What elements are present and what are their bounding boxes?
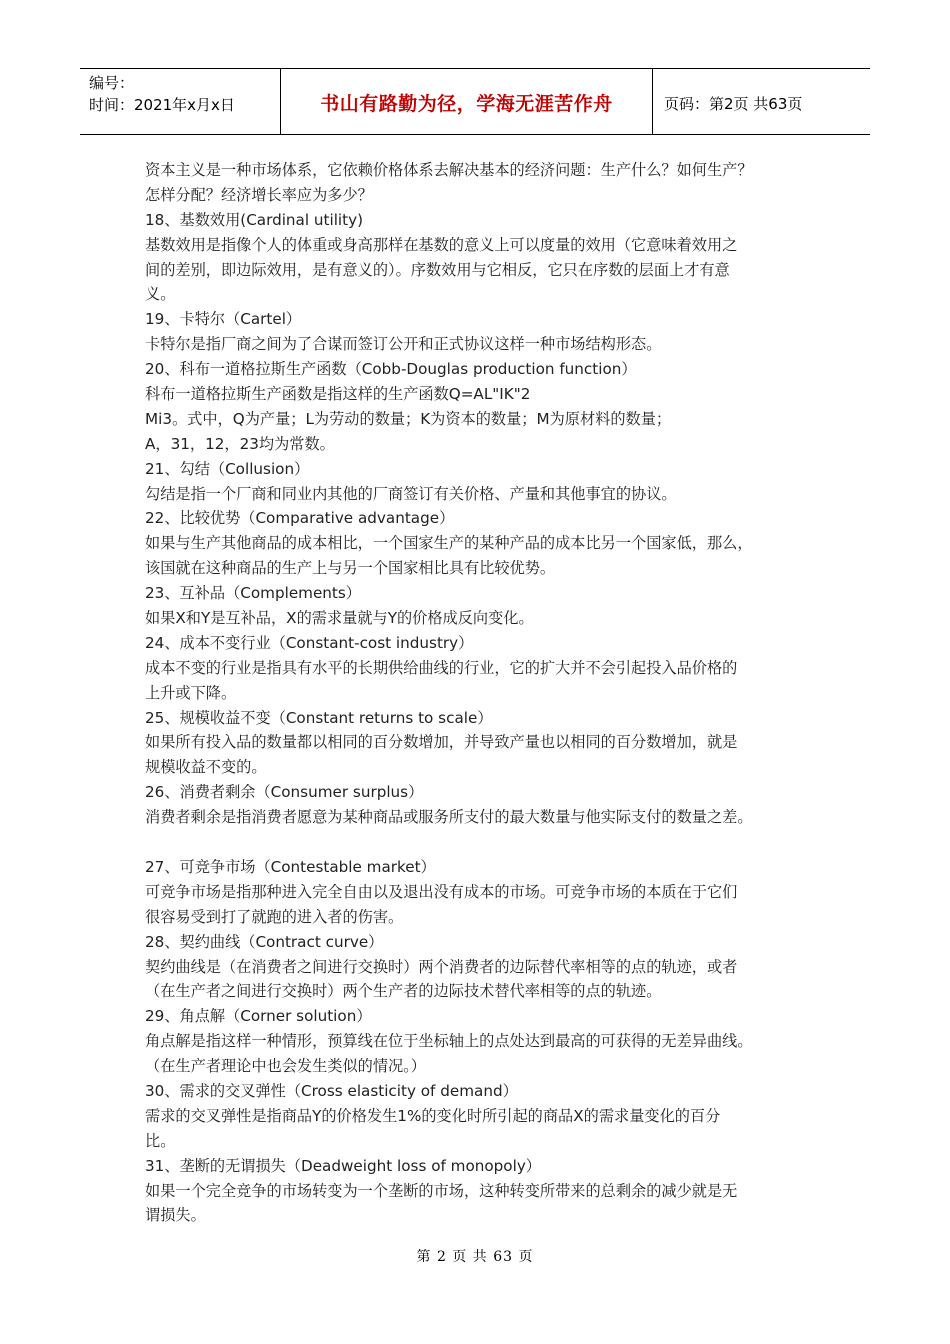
text-line: 29、角点解（Corner solution）	[145, 1007, 372, 1026]
text-line: 卡特尔是指厂商之间为了合谋而签订公开和正式协议这样一种市场结构形态。	[145, 335, 662, 354]
text-line: 22、比较优势（Comparative advantage）	[145, 509, 455, 528]
text-line: 规模收益不变的。	[145, 758, 267, 777]
text-line: 26、消费者剩余（Consumer surplus）	[145, 783, 424, 802]
text-line: 如果所有投入品的数量都以相同的百分数增加，并导致产量也以相同的百分数增加，就是	[145, 733, 738, 752]
text-line: 27、可竞争市场（Contestable market）	[145, 857, 436, 876]
text-line: 该国就在这种商品的生产上与另一个国家相比具有比较优势。	[145, 559, 556, 578]
text-line: 消费者剩余是指消费者愿意为某种商品或服务所支付的最大数量与他实际支付的数量之差。	[145, 808, 753, 827]
text-line: （在生产者理论中也会发生类似的情况。）	[145, 1057, 426, 1076]
text-line: 成本不变的行业是指具有水平的长期供给曲线的行业，它的扩大并不会引起投入品价格的	[145, 658, 738, 677]
header-page-cell	[653, 69, 870, 134]
text-line: 怎样分配？经济增长率应为多少？	[145, 185, 373, 204]
text-line: 勾结是指一个厂商和同业内其他的厂商签订有关价格、产量和其他事宜的协议。	[145, 484, 677, 503]
text-line: 30、需求的交叉弹性（Cross elasticity of demand）	[145, 1081, 518, 1100]
text-line: （在生产者之间进行交换时）两个生产者的边际技术替代率相等的点的轨迹。	[145, 982, 662, 1001]
text-line: 需求的交叉弹性是指商品Y的价格发生1%的变化时所引起的商品X的需求量变化的百分	[145, 1106, 721, 1125]
text-line: 如果X和Y是互补品，X的需求量就与Y的价格成反向变化。	[145, 609, 534, 628]
text-line: 义。	[145, 285, 176, 304]
header-motto-cell	[281, 69, 653, 134]
document-date: 时间：2021年x月x日	[89, 96, 235, 114]
text-line: 31、垄断的无谓损失（Deadweight loss of monopoly）	[145, 1156, 541, 1175]
document-body	[145, 158, 815, 1228]
text-line: 比。	[145, 1131, 176, 1150]
header-motto: 书山有路勤为径，学海无涯苦作舟	[320, 93, 613, 115]
text-line: 24、成本不变行业（Constant-cost industry）	[145, 633, 474, 652]
text-line: 科布一道格拉斯生产函数是指这样的生产函数Q=AL"IK"2	[145, 385, 531, 404]
text-line: 23、互补品（Complements）	[145, 584, 361, 603]
text-line: 间的差别，即边际效用，是有意义的）。序数效用与它相反，它只在序数的层面上才有意	[145, 260, 730, 279]
page-footer: 第 2 页 共 63 页	[416, 1249, 534, 1265]
text-line: 契约曲线是（在消费者之间进行交换时）两个消费者的边际替代率相等的点的轨迹，或者	[145, 957, 738, 976]
text-line: 资本主义是一种市场体系，它依赖价格体系去解决基本的经济问题：生产什么？如何生产？	[145, 161, 753, 179]
text-line: 可竞争市场是指那种进入完全自由以及退出没有成本的市场。可竞争市场的本质在于它们	[145, 882, 738, 901]
text-line: 基数效用是指像个人的体重或身高那样在基数的意义上可以度量的效用（它意味着效用之	[145, 235, 738, 254]
document-number-label: 编号：	[89, 74, 135, 92]
header-meta-cell	[80, 69, 281, 134]
text-line: 19、卡特尔（Cartel）	[145, 310, 302, 329]
text-line: 如果一个完全竞争的市场转变为一个垄断的市场，这种转变所带来的总剩余的减少就是无	[145, 1181, 738, 1200]
text-line: 21、勾结（Collusion）	[145, 459, 310, 478]
text-line: 18、基数效用(Cardinal utility)	[145, 210, 364, 229]
blank-line	[145, 830, 815, 855]
text-line: 20、科布一道格拉斯生产函数（Cobb-Douglas production function）	[145, 360, 637, 379]
text-line: 上升或下降。	[145, 683, 237, 702]
text-line: 很容易受到打了就跑的进入者的伤害。	[145, 907, 404, 926]
text-line: 角点解是指这样一种情形，预算线在位于坐标轴上的点处达到最高的可获得的无差异曲线。	[145, 1032, 753, 1051]
text-line: Mi3。式中，Q为产量；L为劳动的数量；K为资本的数量；M为原材料的数量；	[145, 409, 672, 428]
text-line: A，31，12，23均为常数。	[145, 434, 335, 453]
header-page-info: 页码：第2页 共63页	[664, 95, 803, 113]
text-line: 谓损失。	[145, 1206, 206, 1225]
page-header	[80, 68, 870, 135]
text-line: 25、规模收益不变（Constant returns to scale）	[145, 708, 493, 727]
text-line: 如果与生产其他商品的成本相比，一个国家生产的某种产品的成本比另一个国家低，那么，	[145, 534, 753, 553]
text-line: 28、契约曲线（Contract curve）	[145, 932, 384, 951]
